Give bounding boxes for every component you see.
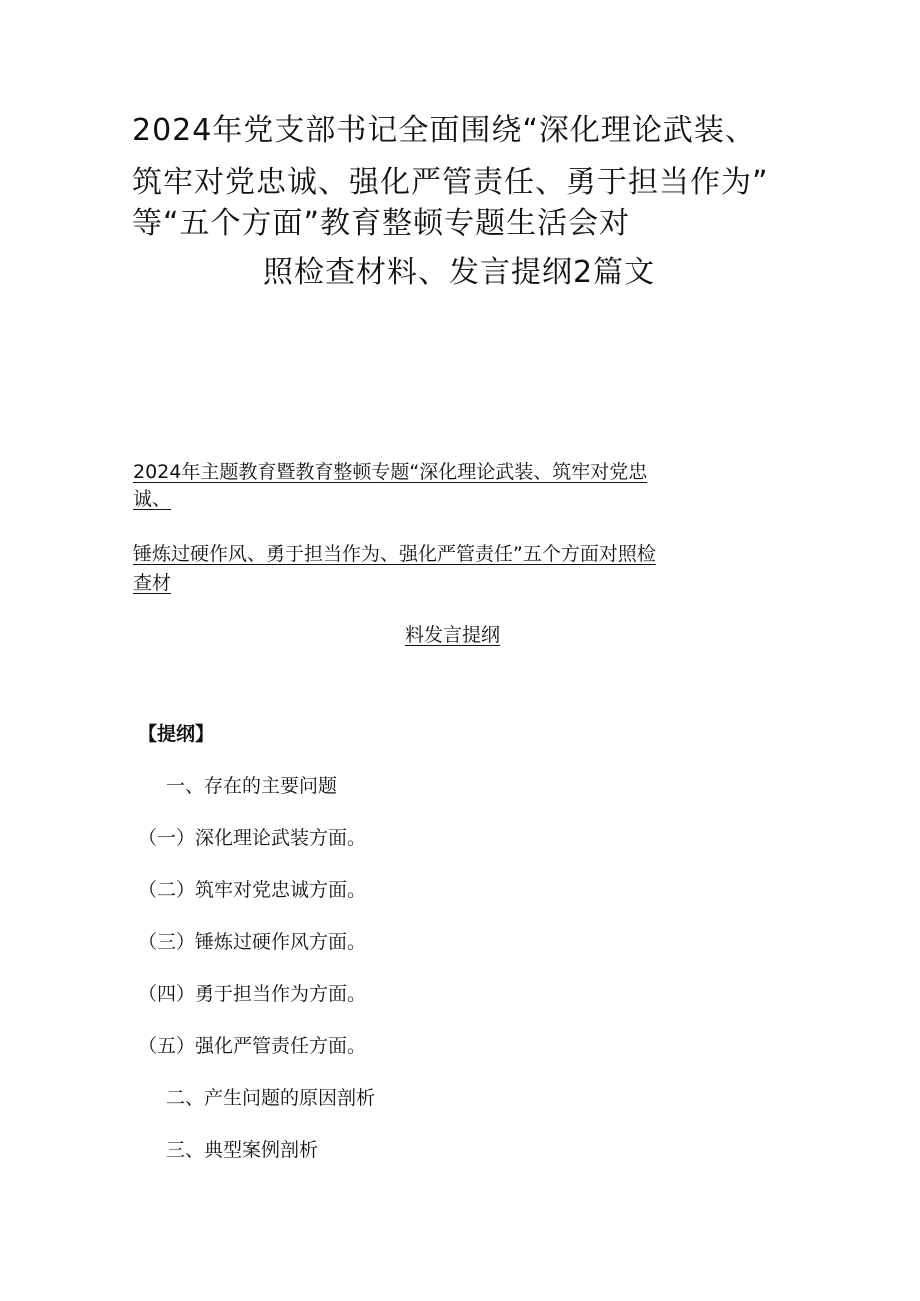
outline-heading: 【提纲】: [138, 723, 215, 745]
outline-item-8: 三、典型案例剖析: [166, 1139, 319, 1161]
outline-item-3: （二）筑牢对党忠诚方面。: [138, 879, 367, 901]
subtitle-line-5: 料发言提纲: [405, 624, 501, 646]
subtitle-line-2: 诚、: [133, 488, 172, 510]
outline-item-5: （四）勇于担当作为方面。: [138, 983, 367, 1005]
subtitle-line-1: 2024年主题教育暨教育整顿专题“深化理论武装、筑牢对党忠: [133, 461, 648, 483]
outline-item-2: （一）深化理论武装方面。: [138, 827, 367, 849]
outline-item-6: （五）强化严管责任方面。: [138, 1035, 367, 1057]
subtitle-line-3: 锤炼过硬作风、勇于担当作为、强化严管责任”五个方面对照检: [133, 543, 656, 565]
title-line-1: 2024年党支部书记全面围绕“深化理论武装、: [132, 113, 756, 148]
outline-item-7: 二、产生问题的原因剖析: [166, 1087, 376, 1109]
subtitle-line-4: 查材: [133, 572, 172, 594]
title-line-4: 照检查材料、发言提纲2篇文: [263, 255, 656, 290]
title-line-3: 等“五个方面”教育整顿专题生活会对: [132, 206, 631, 241]
outline-item-4: （三）锤炼过硬作风方面。: [138, 931, 367, 953]
title-line-2: 筑牢对党忠诚、强化严管责任、勇于担当作为”: [132, 165, 769, 200]
outline-item-1: 一、存在的主要问题: [166, 775, 338, 797]
